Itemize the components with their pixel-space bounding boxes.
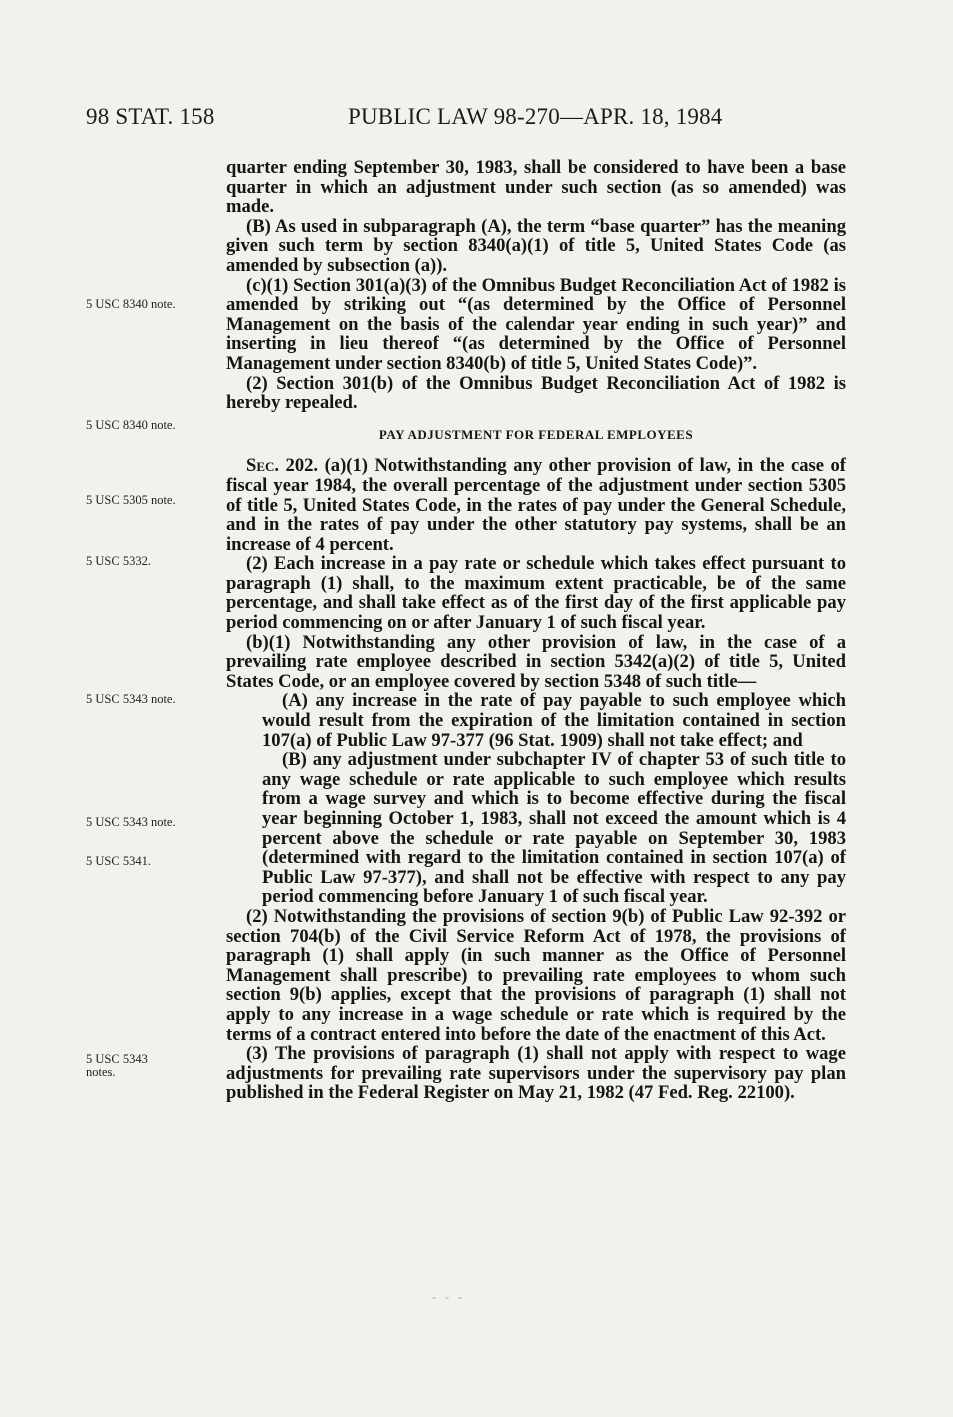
section-202-a1-text: (a)(1) Notwithstanding any other provision of law, in the case of fiscal year 1984, the overall percentage of the adjustment under section 5305 of title 5, United States Code, in the rates of pay under the General Schedule, and in the rates of pay under the other statutory pay systems, shall be an increase of 4 percent. xyxy=(226,455,846,555)
margin-note-7: 5 USC 5341. xyxy=(86,854,151,868)
margin-note-8: 5 USC 5343 notes. xyxy=(86,1052,148,1079)
subparagraph-B: (B) any adjustment under subchapter IV of chapter 53 of such title to any wage schedule or rate applicable to such employee which results from a wage survey and which is to become effective during the fiscal year beginning October 1, 1983, shall not exceed the amount which is 4 percent above the schedule or rate payable on September 30, 1983 (determined with regard to the limitation contained in section 107(a) of Public Law 97-377), and shall not be effective with respect to any pay period commencing before January 1 of such fiscal year. xyxy=(262,749,846,908)
paragraph-continuation: quarter ending September 30, 1983, shall be considered to have been a base quarter in which an adjustment under such section (as so amended) was made. xyxy=(226,157,846,218)
public-law-title: PUBLIC LAW 98-270—APR. 18, 1984 xyxy=(348,104,723,129)
statute-body xyxy=(226,158,846,1103)
margin-note-6: 5 USC 5343 note. xyxy=(86,815,176,829)
paragraph-b2: (2) Notwithstanding the provisions of section 9(b) of Public Law 92-392 or section 704(b) of the Civil Service Reform Act of 1978, the provisions of paragraph (1) shall apply (in such manner as the Office of Personnel Management shall prescribe) to prevailing rate employees to whom such section 9(b) applies, except that the provisions of paragraph (1) shall not apply to any increase in a wage schedule or rate which is required by the terms of a contract entered into before the date of the enactment of this Act. xyxy=(226,905,846,1045)
section-heading: PAY ADJUSTMENT FOR FEDERAL EMPLOYEES xyxy=(378,426,694,442)
paragraph-b3: (3) The provisions of paragraph (1) shall not apply with respect to wage adjustments for prevailing rate supervisors under the supervisory pay plan published in the Federal Register on May 21, 1982 (47 Fed. Reg. 22100). xyxy=(226,1043,846,1104)
paragraph-a2: (2) Each increase in a pay rate or schedule which takes effect pursuant to paragraph (1) shall, to the maximum extent practicable, be of the same percentage, and shall take effect as of the first day of the first applicable pay period commencing on or after January 1 of such fiscal year. xyxy=(226,553,846,634)
statute-page-number: 98 STAT. 158 xyxy=(86,104,215,129)
folio-mark: - - - xyxy=(432,1290,465,1304)
paragraph-b-base-quarter: (B) As used in subparagraph (A), the term “base quarter” has the meaning given such term by section 8340(a)(1) of title 5, United States Code (as amended by subsection (a)). xyxy=(226,215,846,276)
margin-note-5: 5 USC 5343 note. xyxy=(86,692,176,706)
paragraph-b1: (b)(1) Notwithstanding any other provision of law, in the case of a prevailing rate employee described in section 5342(a)(2) of title 5, United States Code, or an employee covered by section 5348 of such title— xyxy=(226,631,846,692)
margin-note-3: 5 USC 5305 note. xyxy=(86,493,176,507)
paragraph-c1: (c)(1) Section 301(a)(3) of the Omnibus Budget Reconciliation Act of 1982 is amended by striking out “(as determined by the Office of Personnel Management on the basis of the calendar year ending in such year)” and inserting in lieu thereof “(as determined by the Office of Personnel Management under section 8340(b) of title 5, United States Code)”. xyxy=(226,274,846,374)
margin-note-4: 5 USC 5332. xyxy=(86,554,151,568)
section-label: Sec. 202. xyxy=(246,455,319,477)
margin-note-1: 5 USC 8340 note. xyxy=(86,297,176,311)
subparagraph-A: (A) any increase in the rate of pay payable to such employee which would result from the expiration of the limitation contained in section 107(a) of Public Law 97-377 (96 Stat. 1909) shall not take effect; and xyxy=(262,690,846,751)
paragraph-c2: (2) Section 301(b) of the Omnibus Budget Reconciliation Act of 1982 is hereby repealed. xyxy=(226,372,846,414)
margin-note-2: 5 USC 8340 note. xyxy=(86,418,176,432)
section-202-a1 xyxy=(226,456,846,554)
